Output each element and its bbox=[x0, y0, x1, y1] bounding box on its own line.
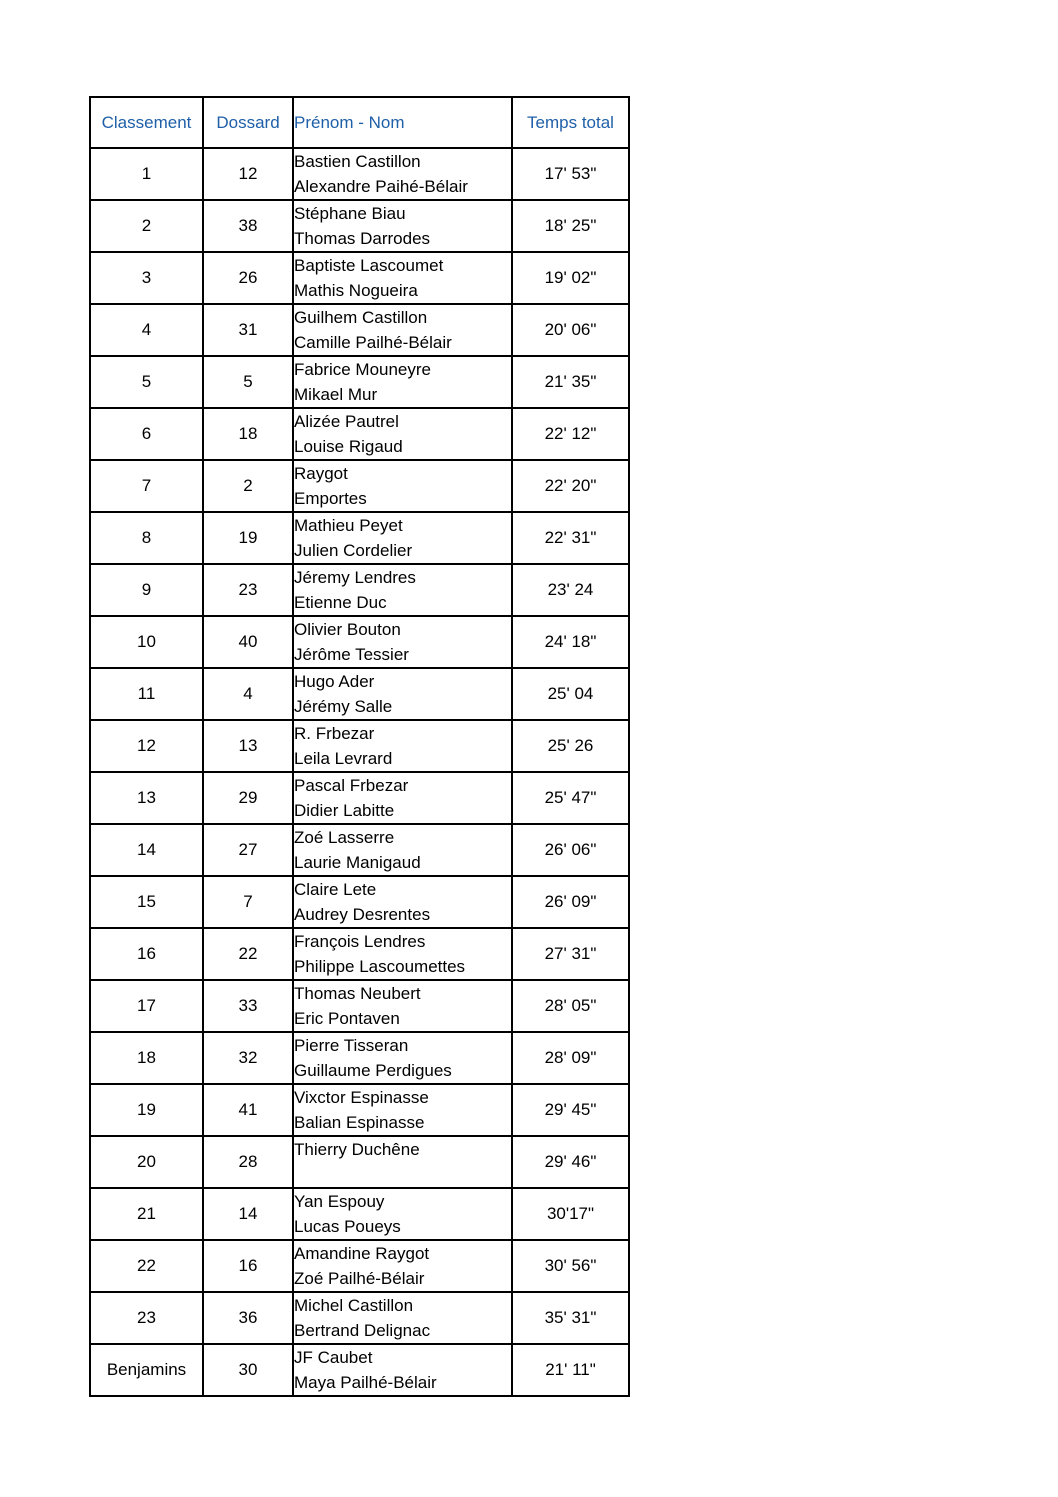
rank-cell: 12 bbox=[90, 720, 203, 772]
rank-cell: 23 bbox=[90, 1292, 203, 1344]
names-cell bbox=[293, 980, 512, 1032]
table-row bbox=[90, 980, 629, 1032]
name-line-2: Eric Pontaven bbox=[294, 1009, 400, 1028]
rank-cell: 9 bbox=[90, 564, 203, 616]
name-line-1: Mathieu Peyet bbox=[294, 516, 403, 535]
table-row bbox=[90, 148, 629, 200]
time-cell: 30' 56" bbox=[512, 1240, 629, 1292]
names-cell bbox=[293, 616, 512, 668]
rank-cell: 1 bbox=[90, 148, 203, 200]
rank-cell: 6 bbox=[90, 408, 203, 460]
name-line-1: Hugo Ader bbox=[294, 672, 375, 691]
name-line-1: Raygot bbox=[294, 464, 348, 483]
names-cell bbox=[293, 1240, 512, 1292]
names-cell bbox=[293, 1084, 512, 1136]
bib-cell: 12 bbox=[203, 148, 293, 200]
name-line-2: Bertrand Delignac bbox=[294, 1320, 431, 1340]
time-cell: 23' 24 bbox=[512, 564, 629, 616]
time-cell: 30'17" bbox=[512, 1188, 629, 1240]
names-cell bbox=[293, 148, 512, 200]
name-line-1: Pascal Frbezar bbox=[294, 776, 409, 795]
names-cell bbox=[293, 1188, 512, 1240]
name-line-2: Julien Cordelier bbox=[294, 541, 413, 560]
names-cell bbox=[293, 668, 512, 720]
rank-cell: 19 bbox=[90, 1084, 203, 1136]
bib-cell: 41 bbox=[203, 1084, 293, 1136]
names-cell bbox=[293, 1032, 512, 1084]
table-row bbox=[90, 1136, 629, 1188]
name-line-1: Guilhem Castillon bbox=[294, 308, 428, 327]
name-line-1: Olivier Bouton bbox=[294, 620, 401, 639]
time-cell: 22' 31" bbox=[512, 512, 629, 564]
rank-cell: 17 bbox=[90, 980, 203, 1032]
names-cell bbox=[293, 1136, 512, 1188]
time-cell: 26' 09" bbox=[512, 876, 629, 928]
bib-cell: 40 bbox=[203, 616, 293, 668]
time-cell: 27' 31" bbox=[512, 928, 629, 980]
names-cell bbox=[293, 304, 512, 356]
name-line-2: Camille Pailhé-Bélair bbox=[294, 333, 452, 352]
name-line-1: Vixctor Espinasse bbox=[294, 1088, 429, 1107]
name-line-1: R. Frbezar bbox=[294, 724, 375, 743]
name-line-2: Lucas Poueys bbox=[294, 1216, 401, 1236]
names-cell bbox=[293, 356, 512, 408]
time-cell: 35' 31" bbox=[512, 1292, 629, 1344]
name-line-1: Jéremy Lendres bbox=[294, 568, 416, 587]
name-line-2: Emportes bbox=[294, 489, 367, 508]
time-cell: 29' 45" bbox=[512, 1084, 629, 1136]
time-cell: 25' 47" bbox=[512, 772, 629, 824]
names-cell bbox=[293, 252, 512, 304]
bib-cell: 18 bbox=[203, 408, 293, 460]
table-row bbox=[90, 1084, 629, 1136]
rank-cell: 14 bbox=[90, 824, 203, 876]
name-line-1: Michel Castillon bbox=[294, 1295, 414, 1315]
rank-cell: 21 bbox=[90, 1188, 203, 1240]
name-line-1: Baptiste Lascoumet bbox=[294, 256, 444, 275]
rank-cell: 3 bbox=[90, 252, 203, 304]
rank-cell: 22 bbox=[90, 1240, 203, 1292]
table-row bbox=[90, 564, 629, 616]
table-row bbox=[90, 928, 629, 980]
name-line-2: Guillaume Perdigues bbox=[294, 1061, 452, 1080]
name-line-1: Bastien Castillon bbox=[294, 152, 421, 171]
name-line-2: Philippe Lascoumettes bbox=[294, 957, 466, 976]
bib-cell: 36 bbox=[203, 1292, 293, 1344]
name-line-2: Didier Labitte bbox=[294, 801, 395, 820]
names-cell bbox=[293, 928, 512, 980]
header-name: Prénom - Nom bbox=[293, 97, 512, 148]
names-cell bbox=[293, 460, 512, 512]
rank-cell: 20 bbox=[90, 1136, 203, 1188]
bib-cell: 14 bbox=[203, 1188, 293, 1240]
name-line-2: Mikael Mur bbox=[294, 385, 378, 404]
name-line-1: Amandine Raygot bbox=[294, 1243, 430, 1263]
name-line-1: Yan Espouy bbox=[294, 1191, 385, 1211]
bib-cell: 30 bbox=[203, 1344, 293, 1396]
header-row bbox=[90, 97, 629, 148]
bib-cell: 7 bbox=[203, 876, 293, 928]
names-cell bbox=[293, 200, 512, 252]
rank-cell: 15 bbox=[90, 876, 203, 928]
time-cell: 26' 06" bbox=[512, 824, 629, 876]
names-cell bbox=[293, 408, 512, 460]
names-cell bbox=[293, 720, 512, 772]
name-line-1: Pierre Tisseran bbox=[294, 1036, 409, 1055]
bib-cell: 31 bbox=[203, 304, 293, 356]
name-line-1: François Lendres bbox=[294, 932, 426, 951]
bib-cell: 38 bbox=[203, 200, 293, 252]
bib-cell: 28 bbox=[203, 1136, 293, 1188]
bib-cell: 22 bbox=[203, 928, 293, 980]
table-row bbox=[90, 304, 629, 356]
table-row bbox=[90, 668, 629, 720]
time-cell: 17' 53" bbox=[512, 148, 629, 200]
table-row bbox=[90, 460, 629, 512]
table-row bbox=[90, 1344, 629, 1396]
name-line-1: Alizée Pautrel bbox=[294, 412, 399, 431]
results-table bbox=[89, 96, 630, 1397]
bib-cell: 23 bbox=[203, 564, 293, 616]
rank-cell: 7 bbox=[90, 460, 203, 512]
header-bib: Dossard bbox=[203, 97, 293, 148]
bib-cell: 5 bbox=[203, 356, 293, 408]
name-line-1: Stéphane Biau bbox=[294, 204, 406, 223]
time-cell: 21' 11" bbox=[512, 1344, 629, 1396]
name-line-2: Jérôme Tessier bbox=[294, 645, 409, 664]
rank-cell: 2 bbox=[90, 200, 203, 252]
header-time: Temps total bbox=[512, 97, 629, 148]
table-row bbox=[90, 1240, 629, 1292]
table-row bbox=[90, 512, 629, 564]
time-cell: 25' 04 bbox=[512, 668, 629, 720]
table-row bbox=[90, 720, 629, 772]
rank-cell: Benjamins bbox=[90, 1344, 203, 1396]
name-line-2: Thomas Darrodes bbox=[294, 229, 431, 248]
name-line-2: Jérémy Salle bbox=[294, 697, 393, 716]
names-cell bbox=[293, 1344, 512, 1396]
header-rank: Classement bbox=[90, 97, 203, 148]
name-line-2: Mathis Nogueira bbox=[294, 281, 418, 300]
names-cell bbox=[293, 1292, 512, 1344]
table-row bbox=[90, 1032, 629, 1084]
bib-cell: 16 bbox=[203, 1240, 293, 1292]
rank-cell: 18 bbox=[90, 1032, 203, 1084]
name-line-1: Thierry Duchêne bbox=[294, 1140, 420, 1159]
table-row bbox=[90, 876, 629, 928]
time-cell: 28' 09" bbox=[512, 1032, 629, 1084]
names-cell bbox=[293, 876, 512, 928]
name-line-1: Zoé Lasserre bbox=[294, 828, 395, 847]
table-row bbox=[90, 1188, 629, 1240]
name-line-2: Laurie Manigaud bbox=[294, 853, 421, 872]
names-cell bbox=[293, 564, 512, 616]
name-line-2: Balian Espinasse bbox=[294, 1113, 425, 1132]
table-row bbox=[90, 824, 629, 876]
time-cell: 19' 02" bbox=[512, 252, 629, 304]
name-line-2: Maya Pailhé-Bélair bbox=[294, 1372, 437, 1392]
rank-cell: 13 bbox=[90, 772, 203, 824]
time-cell: 22' 12" bbox=[512, 408, 629, 460]
bib-cell: 33 bbox=[203, 980, 293, 1032]
name-line-2: Leila Levrard bbox=[294, 749, 393, 768]
time-cell: 25' 26 bbox=[512, 720, 629, 772]
name-line-1: Claire Lete bbox=[294, 880, 377, 899]
name-line-2: Zoé Pailhé-Bélair bbox=[294, 1268, 425, 1288]
bib-cell: 32 bbox=[203, 1032, 293, 1084]
time-cell: 18' 25" bbox=[512, 200, 629, 252]
names-cell bbox=[293, 512, 512, 564]
time-cell: 20' 06" bbox=[512, 304, 629, 356]
table-row bbox=[90, 616, 629, 668]
table-row bbox=[90, 200, 629, 252]
name-line-1: Fabrice Mouneyre bbox=[294, 360, 432, 379]
names-cell bbox=[293, 824, 512, 876]
names-cell bbox=[293, 772, 512, 824]
time-cell: 21' 35" bbox=[512, 356, 629, 408]
bib-cell: 4 bbox=[203, 668, 293, 720]
table-row bbox=[90, 772, 629, 824]
name-line-2: Audrey Desrentes bbox=[294, 905, 431, 924]
name-line-2: Louise Rigaud bbox=[294, 437, 403, 456]
table-row bbox=[90, 252, 629, 304]
bib-cell: 2 bbox=[203, 460, 293, 512]
name-line-2: Alexandre Paihé-Bélair bbox=[294, 177, 468, 196]
time-cell: 24' 18" bbox=[512, 616, 629, 668]
bib-cell: 19 bbox=[203, 512, 293, 564]
bib-cell: 27 bbox=[203, 824, 293, 876]
rank-cell: 10 bbox=[90, 616, 203, 668]
rank-cell: 16 bbox=[90, 928, 203, 980]
name-line-1: Thomas Neubert bbox=[294, 984, 421, 1003]
time-cell: 28' 05" bbox=[512, 980, 629, 1032]
table-row bbox=[90, 356, 629, 408]
rank-cell: 8 bbox=[90, 512, 203, 564]
rank-cell: 4 bbox=[90, 304, 203, 356]
time-cell: 29' 46" bbox=[512, 1136, 629, 1188]
bib-cell: 29 bbox=[203, 772, 293, 824]
rank-cell: 5 bbox=[90, 356, 203, 408]
bib-cell: 26 bbox=[203, 252, 293, 304]
rank-cell: 11 bbox=[90, 668, 203, 720]
bib-cell: 13 bbox=[203, 720, 293, 772]
time-cell: 22' 20" bbox=[512, 460, 629, 512]
table-row bbox=[90, 408, 629, 460]
table-row bbox=[90, 1292, 629, 1344]
name-line-1: JF Caubet bbox=[294, 1347, 373, 1367]
name-line-2: Etienne Duc bbox=[294, 593, 387, 612]
